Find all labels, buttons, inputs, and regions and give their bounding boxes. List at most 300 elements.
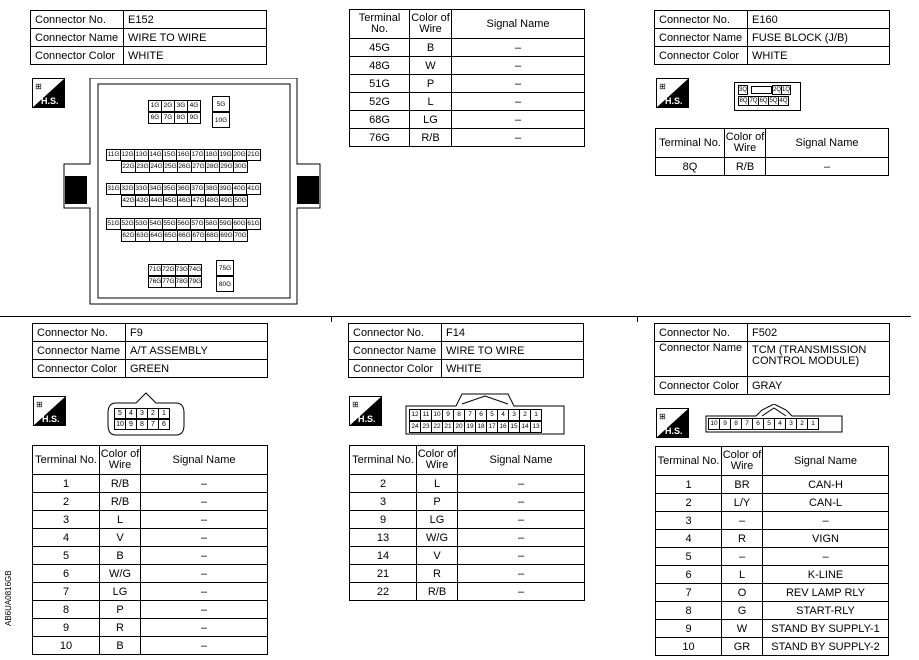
connector-pin: 79G	[188, 277, 201, 288]
connector-pin: 44G	[150, 196, 164, 207]
table-row	[350, 57, 585, 75]
label-connector-color: Connector Color	[33, 360, 126, 378]
signal-name-cell: REV LAMP RLY	[763, 584, 889, 602]
f14-name: WIRE TO WIRE	[442, 342, 584, 360]
connector-pin: 9G	[188, 113, 201, 124]
signal-name-cell: –	[141, 565, 268, 583]
connector-pin: 8	[454, 410, 465, 421]
table-row	[656, 158, 889, 176]
connector-pin: 54G	[149, 219, 163, 230]
signal-name-cell: K-LINE	[763, 566, 889, 584]
connector-pin: 80G	[216, 276, 234, 292]
connector-pin: 10	[709, 419, 720, 430]
wire-color-cell: W	[410, 57, 452, 75]
wire-color-cell: R/B	[100, 475, 141, 493]
table-row	[33, 601, 268, 619]
table-row	[350, 493, 585, 511]
connector-pin: 20G	[233, 150, 247, 161]
connector-pin: 73G	[175, 265, 188, 276]
connector-pin: 21	[443, 422, 454, 433]
wire-color-cell: P	[410, 75, 452, 93]
connector-pin: 22	[432, 422, 443, 433]
connector-pin: 34G	[149, 184, 163, 195]
wire-color-cell: P	[100, 601, 141, 619]
wire-color-cell: L	[417, 475, 458, 493]
svg-text:⊞: ⊞	[36, 400, 43, 409]
terminal-no-cell: 7	[33, 583, 100, 601]
signal-name-cell: –	[766, 158, 889, 176]
wire-color-cell: B	[100, 547, 141, 565]
connector-pin: 7	[148, 420, 159, 430]
connector-pin: 7G	[162, 113, 175, 124]
terminal-no-cell: 3	[33, 511, 100, 529]
table-row	[656, 620, 889, 638]
connector-pin: 3	[137, 409, 148, 419]
connector-pin: 4Q	[779, 98, 788, 104]
f9-info-table	[32, 323, 268, 378]
connector-pin: 6Q	[759, 98, 768, 104]
label-connector-no: Connector No.	[31, 11, 124, 29]
connector-pin: 27G	[192, 162, 206, 173]
connector-pin: 6	[159, 420, 170, 430]
connector-pin: 18	[476, 422, 487, 433]
wire-color-cell: GR	[722, 638, 763, 656]
connector-pin: 9	[126, 420, 137, 430]
header-signal-name: Signal Name	[141, 446, 268, 475]
connector-pin: 61G	[247, 219, 261, 230]
pin-row	[148, 100, 201, 112]
label-connector-no: Connector No.	[33, 324, 126, 342]
connector-pin: 3Q	[739, 87, 748, 93]
connector-pin: 62G	[122, 231, 136, 242]
connector-pin: 2Q	[773, 87, 782, 93]
wire-color-cell: LG	[417, 511, 458, 529]
signal-name-cell: –	[452, 111, 585, 129]
signal-name-cell: –	[458, 565, 585, 583]
pin-row	[121, 230, 248, 242]
signal-name-cell: –	[452, 39, 585, 57]
terminal-no-cell: 2	[656, 494, 722, 512]
connector-pin: 56G	[177, 219, 191, 230]
terminal-no-cell: 21	[350, 565, 417, 583]
connector-pin: 39G	[219, 184, 233, 195]
wire-color-cell: W	[722, 620, 763, 638]
connector-pin: 10	[432, 410, 443, 421]
f9-color: GREEN	[126, 360, 268, 378]
signal-name-cell: –	[458, 583, 585, 601]
header-signal-name: Signal Name	[766, 129, 889, 158]
terminal-no-cell: 9	[656, 620, 722, 638]
f9-no: F9	[126, 324, 268, 342]
table-row	[350, 75, 585, 93]
terminal-no-cell: 9	[33, 619, 100, 637]
connector-pin: 17G	[191, 150, 205, 161]
connector-pin: 1	[808, 419, 819, 430]
connector-pin: 15	[509, 422, 520, 433]
terminal-no-cell: 76G	[350, 129, 410, 147]
wire-color-cell: LG	[410, 111, 452, 129]
connector-pin: 23	[421, 422, 432, 433]
table-row	[33, 583, 268, 601]
label-connector-color: Connector Color	[349, 360, 442, 378]
connector-pin: 11G	[107, 150, 121, 161]
connector-pin: 65G	[164, 231, 178, 242]
wire-color-cell: R/B	[100, 493, 141, 511]
terminal-no-cell: 3	[350, 493, 417, 511]
table-row	[350, 475, 585, 493]
connector-pin: 59G	[219, 219, 233, 230]
connector-pin: 68G	[206, 231, 220, 242]
connector-pin: 51G	[107, 219, 121, 230]
svg-text:H.S.: H.S.	[665, 426, 683, 436]
hs-icon	[656, 78, 689, 108]
connector-pin: 25G	[164, 162, 178, 173]
connector-pin: 7	[465, 410, 476, 421]
connector-pin: 8	[137, 420, 148, 430]
table-row	[656, 602, 889, 620]
e152-no: E152	[124, 11, 267, 29]
wire-color-cell: LG	[100, 583, 141, 601]
connector-pin: 37G	[191, 184, 205, 195]
connector-pin: 4G	[188, 101, 201, 112]
connector-pin: 50G	[234, 196, 248, 207]
connector-pin: 75G	[216, 260, 234, 276]
connector-pin: 10G	[212, 112, 230, 128]
connector-pin: 20	[454, 422, 465, 433]
terminal-no-cell: 4	[656, 530, 722, 548]
connector-pin: 4	[775, 419, 786, 430]
terminal-no-cell: 14	[350, 547, 417, 565]
wire-color-cell: L	[410, 93, 452, 111]
signal-name-cell: CAN-L	[763, 494, 889, 512]
wire-color-cell: P	[417, 493, 458, 511]
table-row	[33, 511, 268, 529]
connector-pin: 3	[786, 419, 797, 430]
e160-no: E160	[748, 11, 890, 29]
svg-text:⊞: ⊞	[352, 400, 359, 409]
terminal-no-cell: 52G	[350, 93, 410, 111]
header-terminal-no: Terminal No.	[656, 447, 722, 476]
label-connector-name: Connector Name	[349, 342, 442, 360]
label-connector-no: Connector No.	[655, 324, 748, 342]
table-row	[656, 548, 889, 566]
signal-name-cell: –	[141, 619, 268, 637]
wire-color-cell: R	[722, 530, 763, 548]
table-row	[33, 529, 268, 547]
header-signal-name: Signal Name	[763, 447, 889, 476]
svg-text:⊞: ⊞	[659, 82, 666, 91]
signal-name-cell: –	[141, 493, 268, 511]
table-row	[656, 530, 889, 548]
label-connector-name: Connector Name	[655, 342, 748, 377]
signal-name-cell: CAN-H	[763, 476, 889, 494]
table-row	[33, 637, 268, 655]
signal-name-cell: –	[452, 57, 585, 75]
connector-pin: 8Q	[739, 98, 748, 104]
signal-name-cell: –	[141, 601, 268, 619]
e160-color: WHITE	[748, 47, 890, 65]
table-row	[350, 93, 585, 111]
svg-text:H.S.: H.S.	[42, 414, 60, 424]
table-row	[350, 111, 585, 129]
table-row	[656, 512, 889, 530]
connector-pin: 33G	[135, 184, 149, 195]
e152-info-table	[30, 10, 267, 65]
table-row	[656, 476, 889, 494]
connector-pin: 29G	[220, 162, 234, 173]
connector-pin: 5Q	[769, 98, 778, 104]
f9-name: A/T ASSEMBLY	[126, 342, 268, 360]
terminal-no-cell: 5	[656, 548, 722, 566]
wire-color-cell: O	[722, 584, 763, 602]
connector-pin: 49G	[220, 196, 234, 207]
hs-icon	[349, 396, 382, 426]
connector-pin: 19G	[219, 150, 233, 161]
signal-name-cell: –	[452, 75, 585, 93]
wire-color-cell: B	[410, 39, 452, 57]
e152-name: WIRE TO WIRE	[124, 29, 267, 47]
header-color-of-wire: Color of Wire	[725, 129, 766, 158]
table-row	[33, 493, 268, 511]
label-connector-color: Connector Color	[655, 377, 748, 395]
connector-pin: 52G	[121, 219, 135, 230]
connector-pin: 14	[520, 422, 531, 433]
connector-pin: 24	[410, 422, 421, 433]
signal-name-cell: STAND BY SUPPLY-2	[763, 638, 889, 656]
pin-row	[148, 276, 202, 288]
header-terminal-no: Terminal No.	[350, 10, 410, 39]
wire-color-cell: G	[722, 602, 763, 620]
terminal-no-cell: 2	[33, 493, 100, 511]
connector-pin: 1Q	[782, 87, 791, 93]
signal-name-cell: START-RLY	[763, 602, 889, 620]
terminal-no-cell: 1	[656, 476, 722, 494]
signal-name-cell: –	[141, 583, 268, 601]
wire-color-cell: L/Y	[722, 494, 763, 512]
terminal-no-cell: 8	[656, 602, 722, 620]
connector-pin: 46G	[178, 196, 192, 207]
table-row	[656, 584, 889, 602]
connector-pin: 38G	[205, 184, 219, 195]
connector-pin: 60G	[233, 219, 247, 230]
connector-pin: 2G	[162, 101, 175, 112]
f502-terminal-table	[655, 446, 889, 656]
terminal-no-cell: 68G	[350, 111, 410, 129]
e160-name: FUSE BLOCK (J/B)	[748, 29, 890, 47]
wire-color-cell: V	[100, 529, 141, 547]
wire-color-cell: L	[722, 566, 763, 584]
pin-row	[148, 264, 202, 276]
label-connector-no: Connector No.	[655, 11, 748, 29]
terminal-no-cell: 7	[656, 584, 722, 602]
connector-pin: 6G	[149, 113, 162, 124]
connector-pin: 2	[797, 419, 808, 430]
connector-pin: 70G	[234, 231, 248, 242]
connector-pin: 76G	[149, 277, 162, 288]
connector-pin: 18G	[205, 150, 219, 161]
connector-pin: 17	[487, 422, 498, 433]
hs-icon	[32, 78, 65, 108]
connector-pin: 24G	[150, 162, 164, 173]
svg-text:H.S.: H.S.	[41, 96, 59, 106]
header-color-of-wire: Color of Wire	[417, 446, 458, 475]
signal-name-cell: –	[141, 637, 268, 655]
header-color-of-wire: Color of Wire	[100, 446, 141, 475]
connector-pin: 12G	[121, 150, 135, 161]
connector-pin: 4	[126, 409, 137, 419]
f14-no: F14	[442, 324, 584, 342]
terminal-no-cell: 5	[33, 547, 100, 565]
connector-pin: 1	[531, 410, 542, 421]
connector-pin: 67G	[192, 231, 206, 242]
terminal-no-cell: 13	[350, 529, 417, 547]
table-row	[350, 583, 585, 601]
table-row	[656, 638, 889, 656]
signal-name-cell: –	[763, 512, 889, 530]
connector-pin: 12	[410, 410, 421, 421]
terminal-no-cell: 8Q	[656, 158, 725, 176]
connector-pin: 5	[764, 419, 775, 430]
connector-pin: 19	[465, 422, 476, 433]
connector-pin: 5	[115, 409, 126, 419]
section-divider	[0, 316, 911, 317]
pin-row	[772, 85, 791, 95]
wire-color-cell: R	[417, 565, 458, 583]
signal-name-cell: –	[458, 475, 585, 493]
table-row	[350, 39, 585, 57]
wire-color-cell: R	[100, 619, 141, 637]
terminal-no-cell: 10	[33, 637, 100, 655]
f14-info-table	[348, 323, 584, 378]
table-row	[350, 529, 585, 547]
connector-pin: 1	[159, 409, 170, 419]
connector-pin: 26G	[178, 162, 192, 173]
connector-pin: 66G	[178, 231, 192, 242]
connector-pin: 9	[443, 410, 454, 421]
terminal-no-cell: 8	[33, 601, 100, 619]
hs-icon	[33, 396, 66, 426]
f9-terminal-table	[32, 445, 268, 655]
signal-name-cell: –	[452, 129, 585, 147]
connector-pin: 4	[498, 410, 509, 421]
connector-pin: 78G	[175, 277, 188, 288]
header-terminal-no: Terminal No.	[33, 446, 100, 475]
pin-row	[106, 183, 261, 195]
table-row	[656, 494, 889, 512]
connector-pin: 42G	[122, 196, 136, 207]
connector-pin: 71G	[149, 265, 162, 276]
table-row	[350, 547, 585, 565]
terminal-no-cell: 48G	[350, 57, 410, 75]
connector-pin: 58G	[205, 219, 219, 230]
table-row	[350, 511, 585, 529]
connector-pin: 22G	[122, 162, 136, 173]
wire-color-cell: R/B	[417, 583, 458, 601]
f502-info-table	[654, 323, 890, 395]
table-row	[350, 565, 585, 583]
terminal-no-cell: 1	[33, 475, 100, 493]
terminal-no-cell: 9	[350, 511, 417, 529]
pin-row	[121, 195, 248, 207]
connector-pin: 64G	[150, 231, 164, 242]
connector-pin: 3G	[175, 101, 188, 112]
f502-no: F502	[748, 324, 890, 342]
connector-pin: 28G	[206, 162, 220, 173]
connector-pin: 2	[148, 409, 159, 419]
wire-color-cell: W/G	[100, 565, 141, 583]
pin-row	[106, 218, 261, 230]
svg-text:⊞: ⊞	[659, 412, 666, 421]
signal-name-cell: –	[141, 547, 268, 565]
connector-pin: 35G	[163, 184, 177, 195]
connector-pin: 8G	[175, 113, 188, 124]
connector-pin: 40G	[233, 184, 247, 195]
signal-name-cell: –	[763, 548, 889, 566]
terminal-no-cell: 10	[656, 638, 722, 656]
connector-pin: 63G	[136, 231, 150, 242]
table-row	[350, 129, 585, 147]
svg-text:⊞: ⊞	[35, 82, 42, 91]
connector-pin: 10	[116, 420, 124, 428]
connector-pin: 21G	[247, 150, 261, 161]
signal-name-cell: –	[141, 511, 268, 529]
label-connector-color: Connector Color	[655, 47, 748, 65]
signal-name-cell: –	[458, 511, 585, 529]
connector-pin: 7Q	[749, 98, 758, 104]
connector-pin: 15G	[163, 150, 177, 161]
svg-text:H.S.: H.S.	[665, 96, 683, 106]
connector-pin: 3	[509, 410, 520, 421]
connector-pin: 11	[421, 410, 432, 421]
table-row	[33, 565, 268, 583]
wire-color-cell: R/B	[725, 158, 766, 176]
table-row	[656, 566, 889, 584]
table-row	[33, 475, 268, 493]
connector-pin: 8	[731, 419, 742, 430]
pin-row	[121, 161, 248, 173]
pin-row	[106, 149, 261, 161]
e160-terminal-table	[655, 128, 889, 176]
connector-pin: 45G	[164, 196, 178, 207]
connector-pin: 55G	[163, 219, 177, 230]
connector-pin: 6	[476, 410, 487, 421]
terminal-no-cell: 6	[33, 565, 100, 583]
wire-color-cell: W/G	[417, 529, 458, 547]
header-color-of-wire: Color of Wire	[722, 447, 763, 476]
connector-pin: 41G	[247, 184, 261, 195]
connector-pin: 14G	[149, 150, 163, 161]
svg-text:H.S.: H.S.	[358, 414, 376, 424]
connector-pin: 9	[720, 419, 731, 430]
connector-pin: 53G	[135, 219, 149, 230]
f14-color: WHITE	[442, 360, 584, 378]
label-connector-no: Connector No.	[349, 324, 442, 342]
table-row	[33, 619, 268, 637]
label-connector-color: Connector Color	[31, 47, 124, 65]
section-divider-tick	[637, 316, 638, 322]
connector-pin: 13G	[135, 150, 149, 161]
terminal-no-cell: 2	[350, 475, 417, 493]
wire-color-cell: –	[722, 548, 763, 566]
label-connector-name: Connector Name	[33, 342, 126, 360]
connector-pin: 31G	[107, 184, 121, 195]
header-terminal-no: Terminal No.	[656, 129, 725, 158]
connector-pin: 43G	[136, 196, 150, 207]
connector-pin: 16G	[177, 150, 191, 161]
label-connector-name: Connector Name	[655, 29, 748, 47]
terminal-no-cell: 45G	[350, 39, 410, 57]
connector-pin: 23G	[136, 162, 150, 173]
